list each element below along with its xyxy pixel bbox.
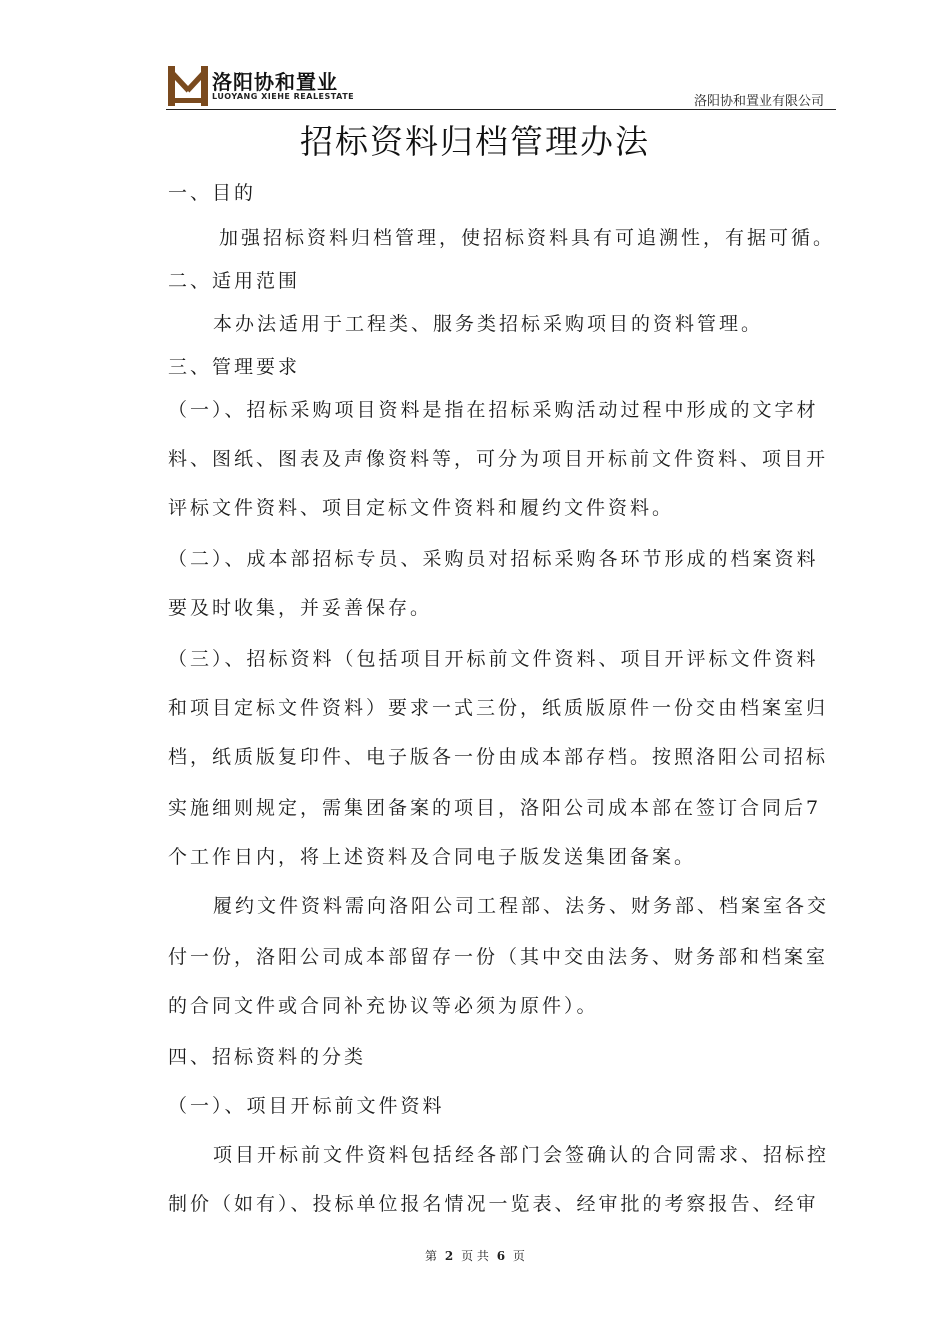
header-company-name: 洛阳协和置业有限公司: [693, 94, 824, 109]
body-line: 评标文件资料、项目定标文件资料和履约文件资料。: [168, 497, 675, 519]
body-line: 料、图纸、图表及声像资料等，可分为项目开标前文件资料、项目开: [168, 448, 829, 470]
document-title: 招标资料归档管理办法: [300, 122, 650, 161]
body-line: 的合同文件或合同补充协议等必须为原件）。: [168, 995, 599, 1017]
subsection-heading: （一）、项目开标前文件资料: [168, 1095, 445, 1117]
page-current: 2: [444, 1249, 454, 1263]
body-line: 项目开标前文件资料包括经各部门会签确认的合同需求、招标控: [213, 1144, 830, 1166]
body-line: 制价（如有）、投标单位报名情况一览表、经审批的考察报告、经审: [168, 1193, 819, 1215]
body-line: 个工作日内，将上述资料及合同电子版发送集团备案。: [168, 846, 697, 868]
brand-name-english: LUOYANG XIEHE REALESTATE: [212, 92, 355, 101]
body-line: （三）、招标资料（包括项目开标前文件资料、项目开评标文件资料: [168, 648, 819, 670]
body-line: 实施细则规定，需集团备案的项目，洛阳公司成本部在签订合同后7: [168, 797, 822, 819]
header-divider: [166, 109, 836, 110]
page-suffix: 页: [512, 1249, 525, 1263]
xiehe-logo-icon: [166, 64, 210, 108]
section-heading-classification: 四、招标资料的分类: [168, 1046, 367, 1068]
brand-name: 洛阳协和置业: [212, 70, 338, 94]
page-prefix: 第: [425, 1249, 438, 1263]
body-line: 和项目定标文件资料）要求一式三份，纸质版原件一份交由档案室归: [168, 697, 829, 719]
page-middle: 页 共: [461, 1249, 489, 1263]
page-footer: [0, 1247, 950, 1264]
body-line: （二）、成本部招标专员、采购员对招标采购各环节形成的档案资料: [168, 548, 819, 570]
body-line: 档，纸质版复印件、电子版各一份由成本部存档。按照洛阳公司招标: [168, 746, 829, 768]
page-total: 6: [496, 1249, 506, 1263]
body-line: 要及时收集，并妥善保存。: [168, 597, 433, 619]
section-heading-purpose: 一、目的: [168, 182, 257, 204]
body-line: （一）、招标采购项目资料是指在招标采购活动过程中形成的文字材: [168, 399, 819, 421]
body-line: 付一份，洛阳公司成本部留存一份（其中交由法务、财务部和档案室: [168, 946, 829, 968]
section-heading-requirements: 三、管理要求: [168, 356, 301, 378]
section-heading-scope: 二、适用范围: [168, 270, 301, 292]
body-line: 本办法适用于工程类、服务类招标采购项目的资料管理。: [213, 313, 764, 335]
page-header: [166, 62, 836, 114]
body-line: 加强招标资料归档管理，使招标资料具有可追溯性，有据可循。: [219, 227, 836, 249]
body-line: 履约文件资料需向洛阳公司工程部、法务、财务部、档案室各交: [213, 895, 830, 917]
